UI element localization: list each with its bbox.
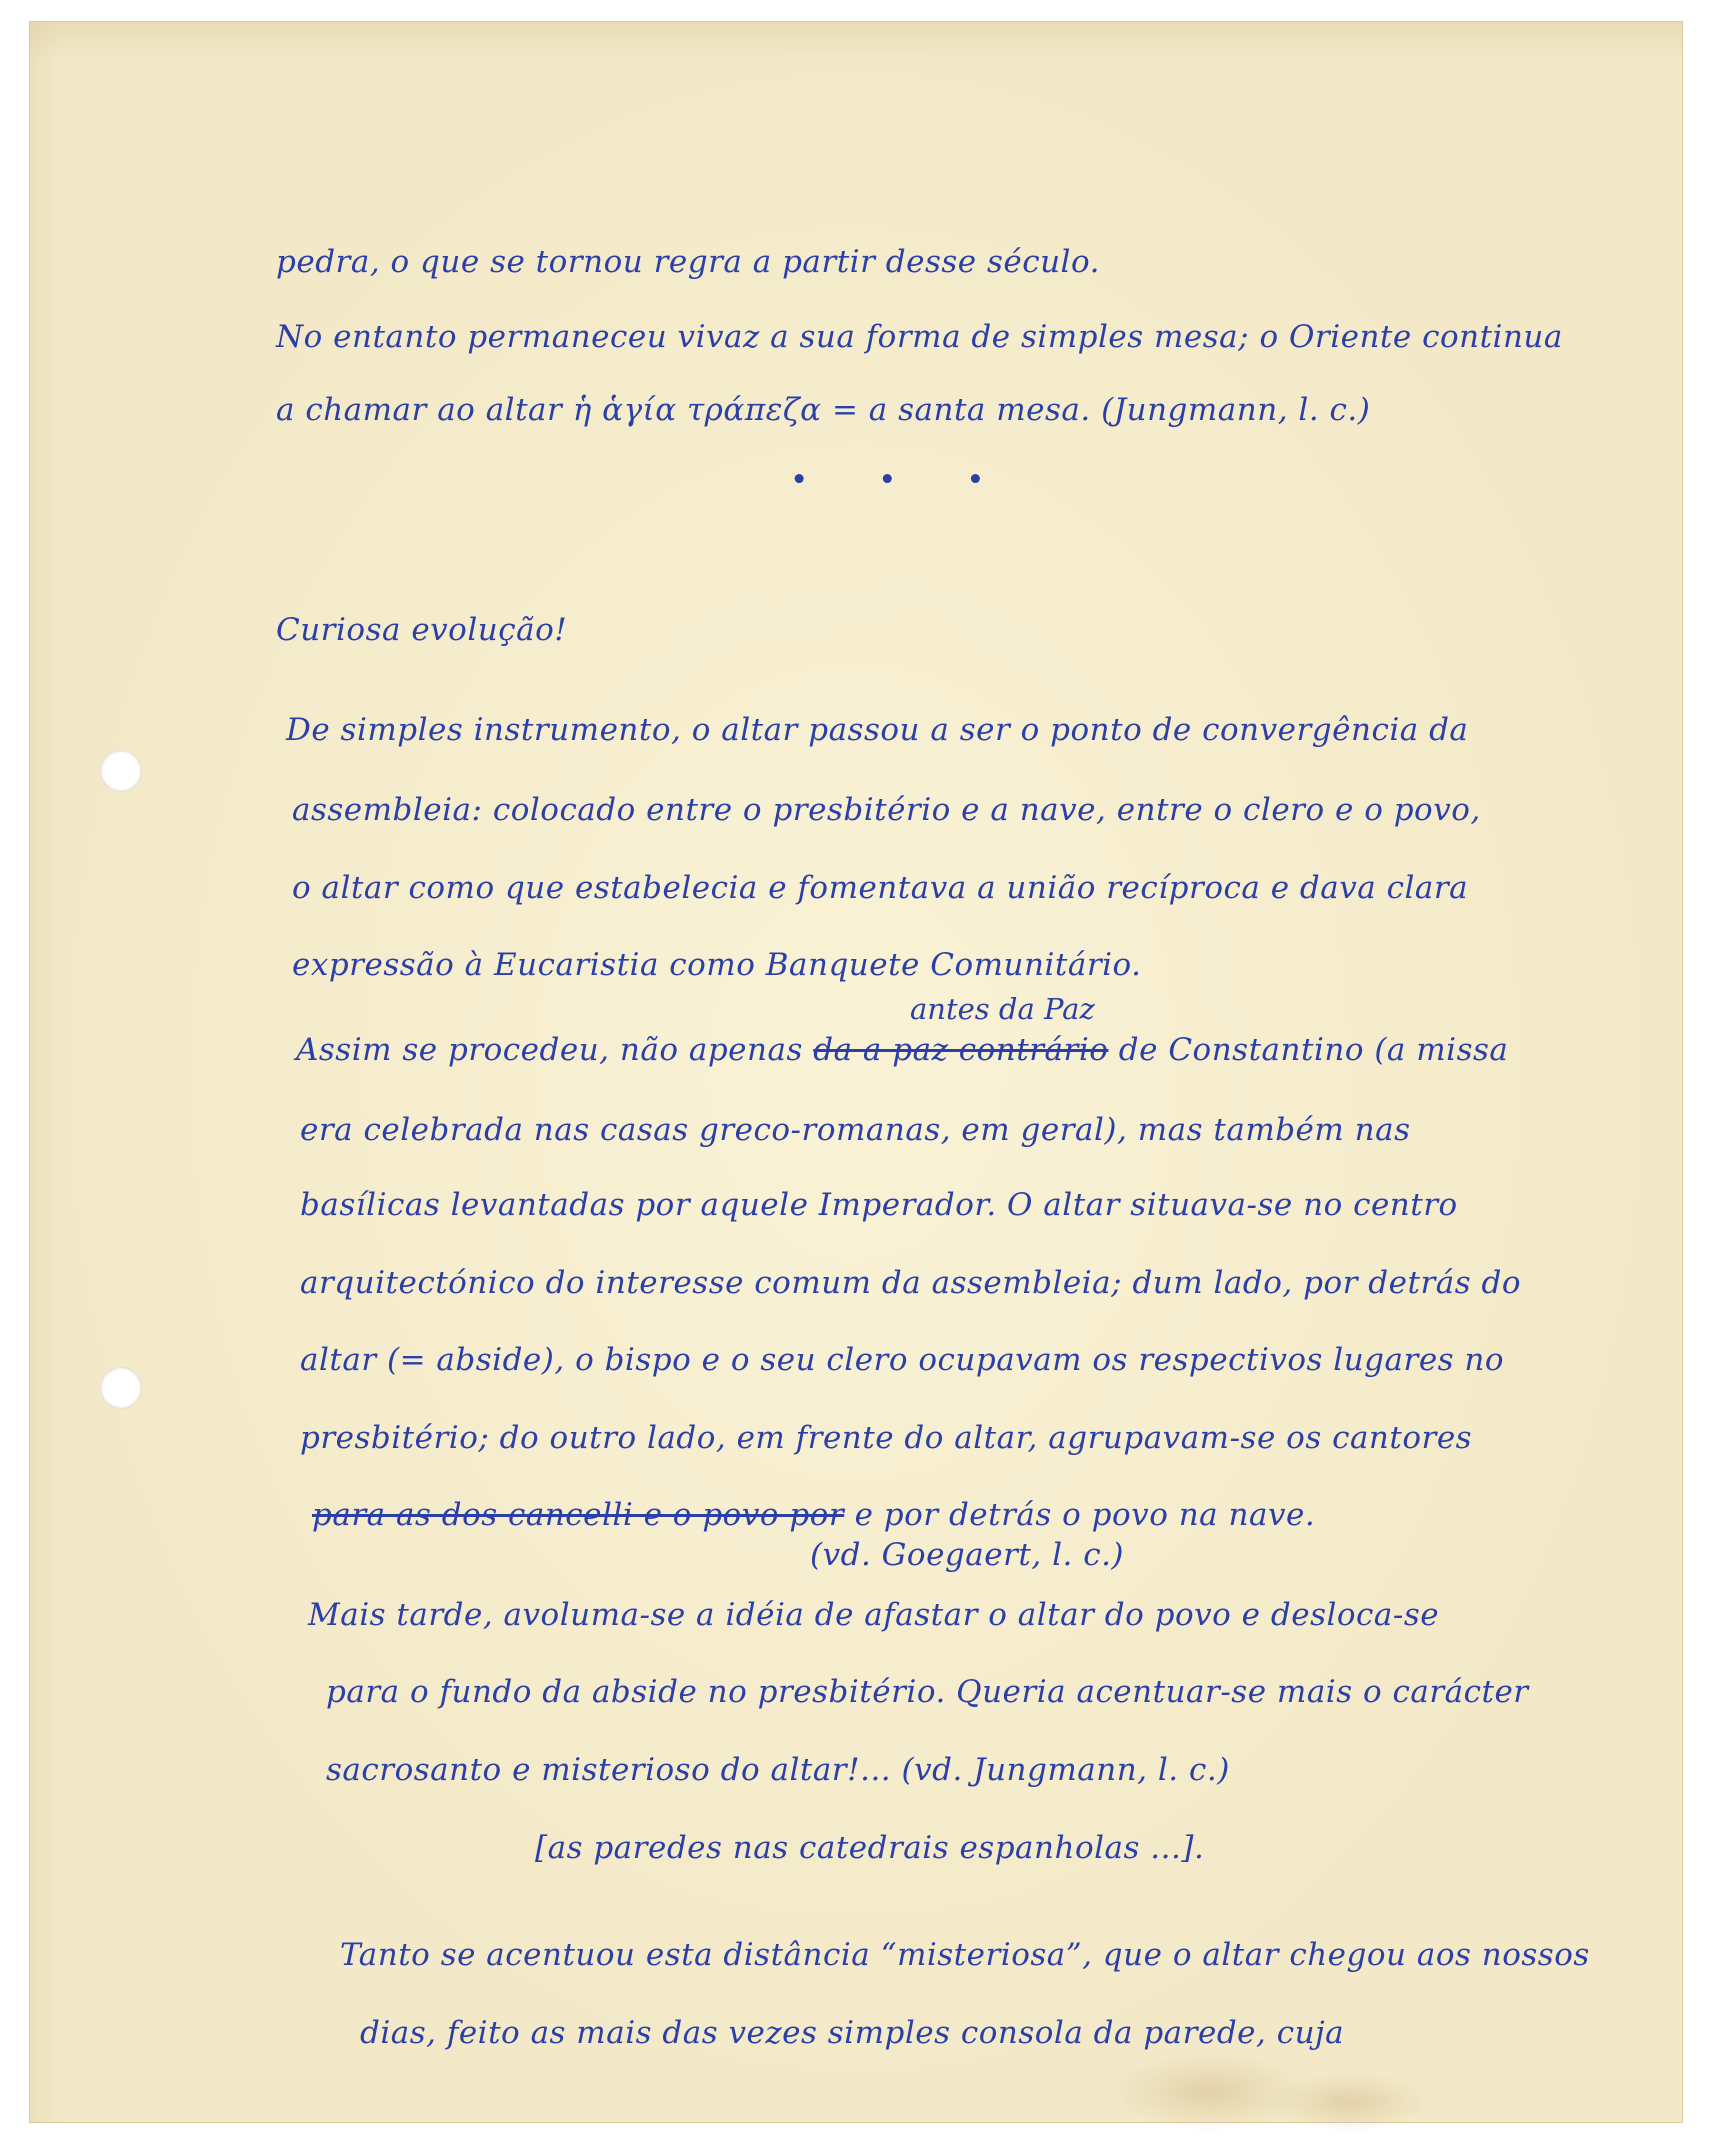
citation: (vd. Goegaert, l. c.)	[810, 1537, 1125, 1573]
handwritten-line: pedra, o que se tornou regra a partir desse século.	[276, 244, 1100, 280]
handwritten-line	[296, 1032, 1508, 1068]
punch-hole	[100, 1367, 142, 1409]
handwritten-line: dias, feito as mais das vezes simples consola da parede, cuja	[360, 2015, 1345, 2051]
section-break: • • •	[790, 462, 1015, 498]
handwritten-line: De simples instrumento, o altar passou a ser o ponto de convergência da	[286, 712, 1469, 748]
handwritten-line: expressão à Eucaristia como Banquete Comunitário.	[292, 947, 1142, 983]
punch-hole	[100, 750, 142, 792]
handwritten-line	[312, 1497, 1315, 1533]
manuscript-page	[30, 22, 1682, 2122]
handwritten-line: Mais tarde, avoluma-se a idéia de afastar o altar do povo e desloca-se	[308, 1597, 1440, 1633]
handwritten-line: para o fundo da abside no presbitério. Queria acentuar-se mais o carácter	[326, 1674, 1529, 1710]
handwritten-line: Tanto se acentuou esta distância “misteriosa”, que o altar chegou aos nossos	[340, 1937, 1590, 1973]
struck-text: para as dos cancelli e o povo por	[312, 1497, 845, 1533]
interlinear-insertion: antes da Paz	[910, 992, 1095, 1026]
line-text: de Constantino (a missa	[1118, 1032, 1509, 1068]
handwritten-line: assembleia: colocado entre o presbitério e a nave, entre o clero e o povo,	[292, 792, 1481, 828]
line-text: e por detrás o povo na nave.	[854, 1497, 1316, 1533]
handwritten-line: o altar como que estabelecia e fomentava a união recíproca e dava clara	[292, 870, 1469, 906]
handwritten-line: arquitectónico do interesse comum da assembleia; dum lado, por detrás do	[300, 1265, 1522, 1301]
handwritten-line: basílicas levantadas por aquele Imperador. O altar situava-se no centro	[300, 1187, 1458, 1223]
handwritten-line: No entanto permaneceu vivaz a sua forma de simples mesa; o Oriente continua	[276, 319, 1563, 355]
struck-text: da a paz contrário	[813, 1032, 1109, 1068]
line-text: Assim se procedeu, não apenas	[296, 1032, 803, 1068]
handwritten-line: presbitério; do outro lado, em frente do altar, agrupavam-se os cantores	[300, 1420, 1473, 1456]
paper-stain	[1270, 2072, 1430, 2132]
handwritten-line: a chamar ao altar ἡ ἁγία τράπεζα = a santa mesa. (Jungmann, l. c.)	[276, 392, 1371, 428]
handwritten-line: era celebrada nas casas greco-romanas, em geral), mas também nas	[300, 1112, 1411, 1148]
handwritten-line: sacrosanto e misterioso do altar!... (vd. Jungmann, l. c.)	[326, 1752, 1230, 1788]
handwritten-note: [as paredes nas catedrais espanholas ...].	[535, 1830, 1205, 1866]
handwritten-line: altar (= abside), o bispo e o seu clero ocupavam os respectivos lugares no	[300, 1342, 1505, 1378]
handwritten-heading: Curiosa evolução!	[276, 612, 568, 648]
